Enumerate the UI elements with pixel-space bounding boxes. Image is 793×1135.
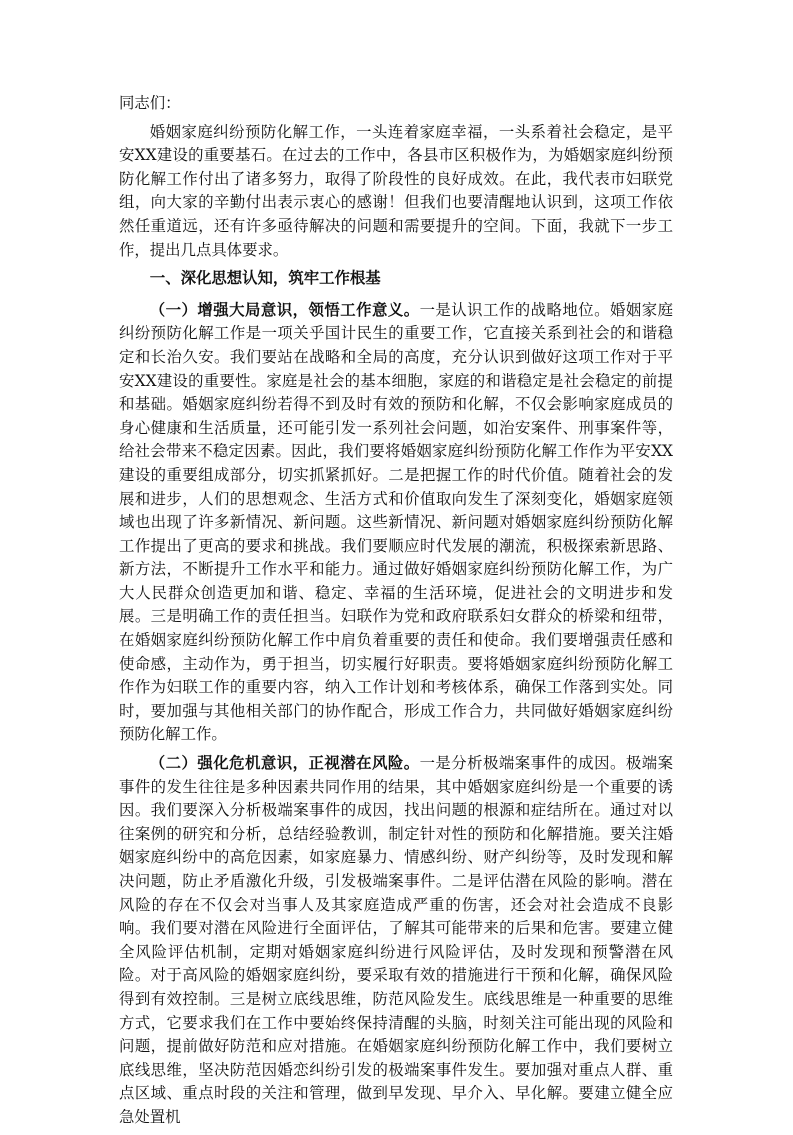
subsection-body: 一是分析极端案事件的成因。极端案事件的发生往往是多种因素共同作用的结果，其中婚姻家庭纠纷是一个重要的诱因。我们要深入分析极端案事件的成因，找出问题的根源和症结所在。通过对以往案例的研究和分析，总结经验教训，制定针对性的预防和化解措施。要关注婚姻家庭纠纷中的高危因素，如家庭暴力、情感纠纷、财产纠纷等，及时发现和解决问题，防止矛盾激化升级，引发极端案事件。二是评估潜在风险的影响。潜在风险的存在不仅会对当事人及其家庭造成严重的伤害，还会对社会造成不良影响。我们要对潜在风险进行全面评估，了解其可能带来的后果和危害。要建立健全风险评估机制，定期对婚姻家庭纠纷进行风险评估，及时发现和预警潜在风险。对于高风险的婚姻家庭纠纷，要采取有效的措施进行干预和化解，确保风险得到有效控制。三是树立底线思维，防范风险发生。底线思维是一种重要的思维方式，它要求我们在工作中要始终保持清醒的头脑，时刻关注可能出现的风险和问题，提前做好防范和应对措施。在婚姻家庭纠纷预防化解工作中，我们要树立底线思维，坚决防范因婚恋纠纷引发的极端案事件发生。要加强对重点人群、重点区域、重点时段的关注和管理，做到早发现、早介入、早化解。要建立健全应急处置机 xyxy=(119,754,673,1126)
document-body xyxy=(119,92,673,1135)
subsection-title: （一）增强大局意识，领悟工作意义。 xyxy=(149,300,420,319)
subsection-title: （二）强化危机意识，正视潜在风险。 xyxy=(149,754,420,773)
subsection-body: 一是认识工作的战略地位。婚姻家庭纠纷预防化解工作是一项关乎国计民生的重要工作，它直接关系到社会的和谐稳定和长治久安。我们要站在战略和全局的高度，充分认识到做好这项工作对于平安XX建设的重要性。家庭是社会的基本细胞，家庭的和谐稳定是社会稳定的前提和基础。婚姻家庭纠纷若得不到及时有效的预防和化解，不仅会影响家庭成员的身心健康和生活质量，还可能引发一系列社会问题，如治安案件、刑事案件等，给社会带来不稳定因素。因此，我们要将婚姻家庭纠纷预防化解工作作为平安XX建设的重要组成部分，切实抓紧抓好。二是把握工作的时代价值。随着社会的发展和进步，人们的思想观念、生活方式和价值取向发生了深刻变化，婚姻家庭领域也出现了许多新情况、新问题。这些新情况、新问题对婚姻家庭纠纷预防化解工作提出了更高的要求和挑战。我们要顺应时代发展的潮流，积极探索新思路、新方法，不断提升工作水平和能力。通过做好婚姻家庭纠纷预防化解工作，为广大人民群众创造更加和谐、稳定、幸福的生活环境，促进社会的文明进步和发展。三是明确工作的责任担当。妇联作为党和政府联系妇女群众的桥梁和纽带，在婚姻家庭纠纷预防化解工作中肩负着重要的责任和使命。我们要增强责任感和使命感，主动作为，勇于担当，切实履行好职责。要将婚姻家庭纠纷预防化解工作作为妇联工作的重要内容，纳入工作计划和考核体系，确保工作落到实处。同时，要加强与其他相关部门的协作配合，形成工作合力，共同做好婚姻家庭纠纷预防化解工作。 xyxy=(119,300,673,744)
intro-paragraph: 婚姻家庭纠纷预防化解工作，一头连着家庭幸福，一头系着社会稳定，是平安XX建设的重要基石。在过去的工作中，各县市区积极作为，为婚姻家庭纠纷预防化解工作付出了诸多努力，取得了阶段性的良好成效。在此，我代表市妇联党组，向大家的辛勤付出表示衷心的感谢！但我们也要清醒地认识到，这项工作依然任重道远，还有许多亟待解决的问题和需要提升的空间。下面，我就下一步工作，提出几点具体要求。 xyxy=(119,122,673,259)
salutation: 同志们： xyxy=(119,94,181,112)
subsection-paragraph xyxy=(119,299,673,747)
section-heading: 一、深化思想认知，筑牢工作根基 xyxy=(149,269,381,288)
subsection-paragraph xyxy=(119,752,673,1130)
